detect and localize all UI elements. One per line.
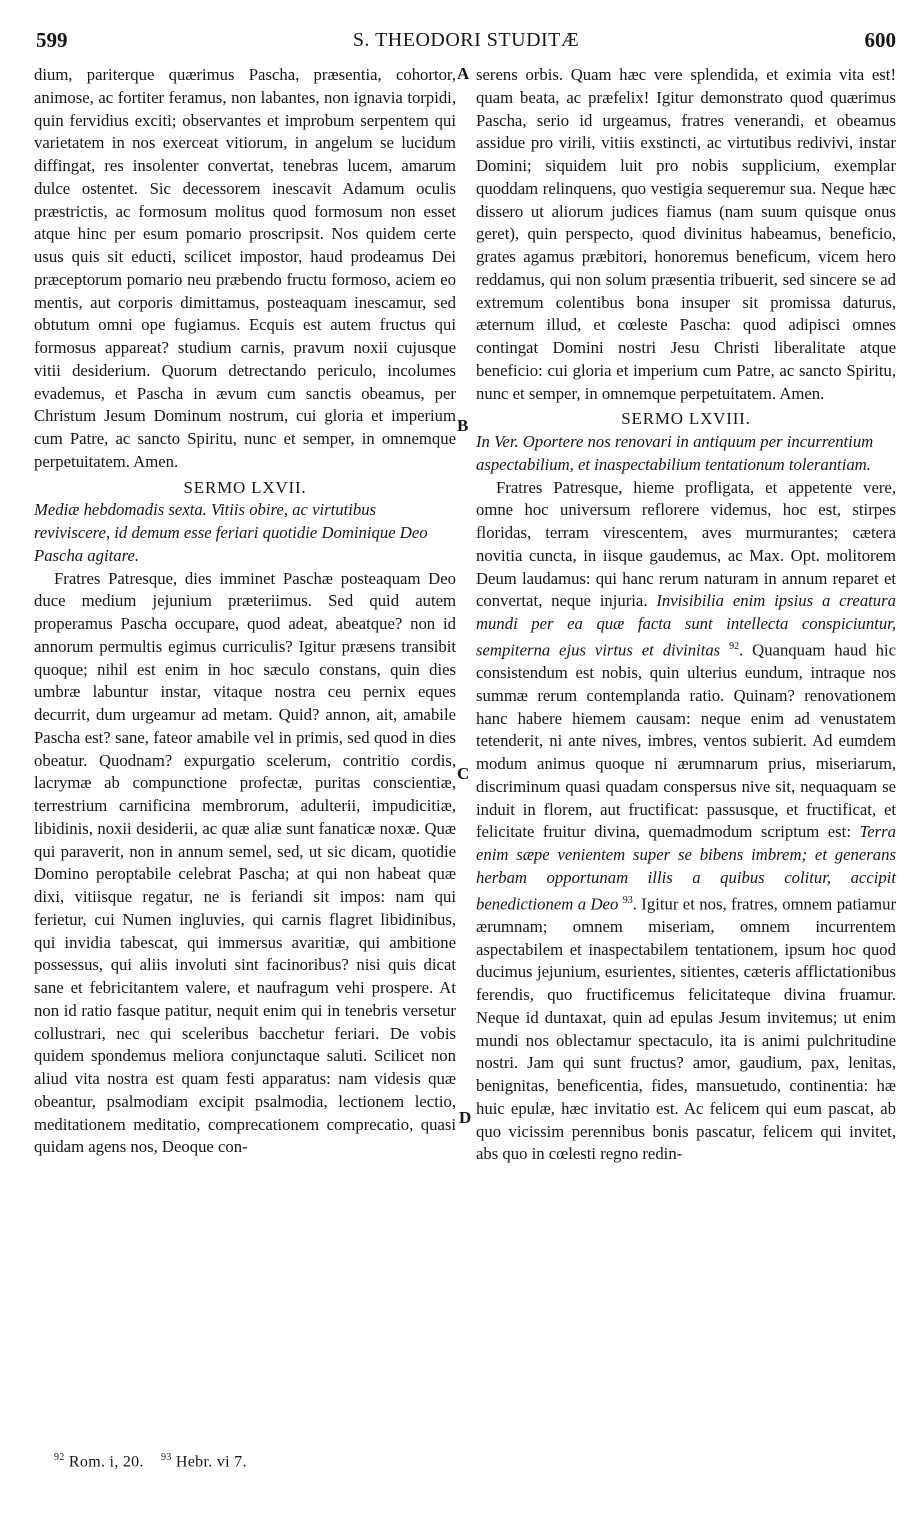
running-title: S. THEODORI STUDITÆ [352, 29, 580, 51]
page-number-left: 599 [36, 28, 68, 52]
scripture-quote-romans: Invisibilia enim ipsius a creatura mundi per ea quæ facta sunt intellecta conspiciuntur, sempiterna ejus virtus et divinitas [476, 591, 896, 660]
page-number-right: 600 [864, 28, 896, 52]
sermo-68-body [476, 477, 896, 1167]
sermo-68-text-3: . Igitur et nos, fratres, omnem patiamur ærumnam; omnem miseriam, omnem incurrentem aspectabilem et inaspectabilem tentationem, ipsum hoc quod ducimus jejunium, esurientes, sitientes, cæteris afflictationibus ferendis, quo fructificemus felicitateque divina fruamur. Neque id duntaxat, quin ad epulas Jesum invitemus; ut enim mundi nos oblectamur spectaculo, ita is animi pulchritudine nostri. Jam qui sunt fructus? amor, gaudium, pax, lenitas, benignitas, beneficentia, fides, mansuetudo, continentia: hæ huic epulæ, hæc invitatio est. Ac felicem qui eum pascat, ab quo vicissim perennibus bonis pascatur, felicem qui invitet, abs quo in cœlesti regno redin- [476, 894, 897, 1164]
left-paragraph-continued: dium, pariterque quærimus Pascha, præsentia, cohortor, animose, ac fortiter feramus, non labantes, non ignavia torpidi, quin fervidius exciti; observantes et improbum serpentem qui varietatem in nos exerceat vitiorum, in angelum se lucidum diffingat, res insolenter convertat, tenebras lucem, amarum dulce ostentet. Sic decessorem inescavit Adamum oculis præstrictis, ac formosum molitus quod formosum non esset atque hinc per esum pomario proscripsit. Nos quidem certe usus quis sit educti, scilicet impostor, haud prodeamus Dei præceptorum pomario neu præbendo fructu formoso, aciem eo mentis, aut corporis dimittamus, posteaquam inescamur, sed obtutum omni ope fugiamus. Ecquis est autem fructus qui formosus appareat? studium carnis, pravum noxii cujusque vitii desiderium. Quorum detrectando periculo, incolumes evademus, et Pascha in ævum cum sanctis obeamus, per Christum Jesum Dominum nostrum, cui gloria et imperium cum Patre, ac sancto Spiritu, nunc et semper, in omnemque perpetuitatem. Amen. [34, 65, 456, 471]
footnote-93-number: 93 [161, 1452, 172, 1463]
scripture-quote-hebrews: Terra enim sæpe venientem super se bibens imbrem; et generans herbam opportunam illis a quibus colitur, accipit benedictionem a Deo [476, 822, 896, 914]
footnote-92-number: 92 [54, 1452, 65, 1463]
footnote-93-text: Hebr. vi 7. [175, 1453, 247, 1471]
sermo-67-title: SERMO LXVII. [183, 477, 307, 497]
footnote-ref-93: 93 [622, 894, 633, 906]
sermo-68-title: SERMO LXVIII. [621, 409, 751, 429]
sermo-68-text-2: . Quanquam haud hic consistendum est nobis, quin ulterius eundum, intraque nos summæ rerum contemplanda ratio. Quinam? renovationem hanc habere hiemem causam: neque enim ad venustatem tetenderit, ni ante nives, imbres, ventos subierit. Ad eumdem modum animus quoque ni ærumnarum prius, miseriarum, discriminum quasi quadam conspersus nive sit, nequaquam se induit in florem, aut fructificat: passusque, et fructificat, et felicitate fruitur divina, quemadmodum scriptum est: [476, 640, 896, 842]
footnote-ref-92: 92 [729, 640, 740, 652]
sermo-68-text-1: Fratres Patresque, hieme profligata, et appetente vere, omne hoc universum reflorere videmus, hoc est, stirpes floridas, terram virescentem, aves murmurantes; cætera novitia cuncta, in iisque gaudemus, ac Max. Opt. molitorem Deum laudamus: qui hanc rerum naturam in annum reparet et convertat, neque injuria. [476, 477, 896, 611]
sermo-68-rubric: In Ver. Oportere nos renovari in antiquum per incurrentium aspectabilium, et inaspectabilium tentationum tolerantiam. [476, 432, 874, 474]
footnote-92-text: Rom. i, 20. [68, 1453, 144, 1471]
sermo-67-rubric: Mediæ hebdomadis sexta. Vitiis obire, ac virtutibus reviviscere, id demum esse feriari quotidie Dominique Deo Pascha agitare. [34, 500, 428, 565]
left-column [34, 64, 456, 1159]
margin-letter-a: A [457, 64, 470, 83]
sermo-67-body: Fratres Patresque, dies imminet Paschæ posteaquam Deo duce medium jejunium præteriimus. Sed quid autem properamus Pascha occupare, quod adeat, abeatque? non id annorum permultis egimus curriculis? Igitur præsens transibit quoque; nihil est enim in hoc sæculo constans, quin dies umbræ labuntur instar, vitaque nostra ceu pernix eques decurrit, dum urgeamur ad metam. Quid? annon, ait, amabile Pascha est? sane, fateor amabile vel in primis, sed quod in dies obeatur. Quodnam? expurgatio scelerum, contritio cordis, lacrymæ ab compunctione profectæ, puritas conscientiæ, terrestrium carnificina membrorum, adulterii, impudicitiæ, libidinis, noxii desiderii, ac quæ aliæ sunt fanaticæ noxæ. Quæ qui paraverit, non in annum semel, sed, ut sic dicam, quotidie Domino peroptabile celebrat Pascha; at qui non habeat quæ dixi, vitiisque regatur, ne is feriandi sit impos: nam qui ferietur, cui Numen ingluvies, qui carnis flagret libidinibus, qui invidia tabescat, qui immersus avaritiæ, qui ambitione possessus, qui aliis involuti sint facinoribus? nisi quis dicat sane et febricitantem valere, et naufragum vehi prospere. At non id ratio fasque patitur, nequit enim qui in tenebris versetur collustrari, nec qui sceleribus bacchetur feriari. De vobis quidem spondemus meliora conjunctaque saluti. Scilicet non aliud vita nostra est quam festi apparatus: nam videsis quæ obeantur, psalmodiam excipit psalmodia, lectionem lectio, meditationem meditatio, comprecationem comprecatio, quasi quidam agens nos, Deoque con- [34, 568, 456, 1157]
running-header [34, 20, 898, 64]
right-paragraph-continued: serens orbis. Quam hæc vere splendida, et eximia vita est! quam beata, ac præfelix! Igitur demonstrato quod quærimus Pascha, serio id urgeamus, fratres venerandi, et obeamus assidue pro virili, vitiis exstincti, ac virtutibus redivivi, instar Domini; siquidem luit pro nobis supplicium, exemplar quoddam relinquens, quo vestigia sequeremur sua. Neque hæc dissero ut aliorum judices fiamus (nam suum quisque onus geret), quin perspecto, quod divinitus habeamus, beneficio, grates agamus præbitori, honoremus beneficum, vicem hero reddamus, qui non solum præsentia tribuerit, sed sincere se ad extremum colentibus bona insuper sit promissa daturus, æternum illud, et cœleste Pascha: quod adipisci omnes contingat Domini nostri Jesu Christi liberalitate atque beneficio: cui gloria et imperium cum Patre, ac sancto Spiritu, nunc et semper, in omnemque perpetuitatem. Amen. [476, 65, 896, 403]
right-column [476, 64, 896, 1166]
margin-letter-b: B [457, 416, 469, 435]
margin-letter-c: C [457, 764, 470, 783]
footnotes [54, 1452, 247, 1471]
margin-letter-d: D [459, 1108, 472, 1127]
